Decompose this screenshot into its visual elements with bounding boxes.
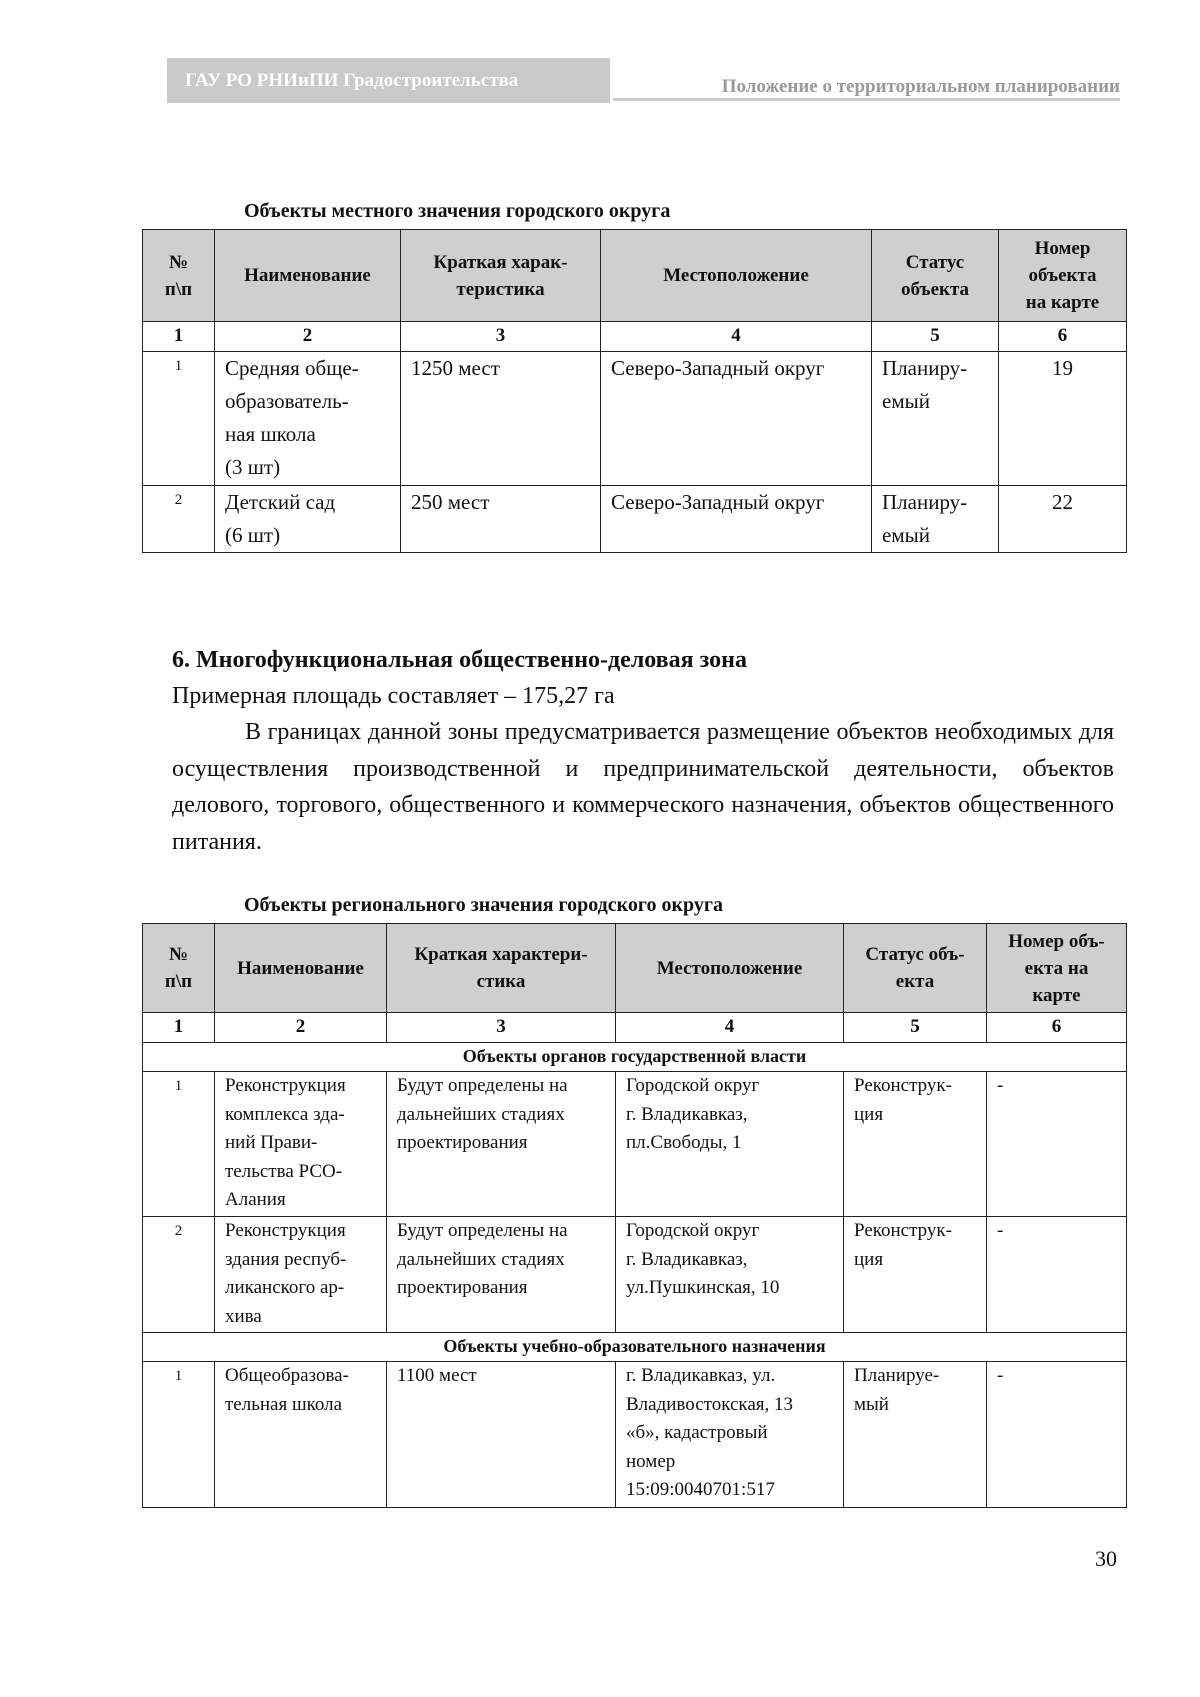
column-number: 2 bbox=[215, 1013, 387, 1043]
col-header-location: Местоположение bbox=[601, 230, 872, 322]
col-header-status: Статус объ- екта bbox=[844, 924, 987, 1013]
local-objects-table bbox=[142, 229, 1127, 553]
object-status: Планируе- мый bbox=[844, 1362, 987, 1508]
col-header-name: Наименование bbox=[215, 924, 387, 1013]
object-map-number: 19 bbox=[999, 352, 1127, 486]
col-header-map-number: Номер объекта на карте bbox=[999, 230, 1127, 322]
object-location: Северо-Западный округ bbox=[601, 486, 872, 553]
row-index: 1 bbox=[143, 1362, 215, 1508]
object-location: Городской округ г. Владикавказ, ул.Пушкинская, 10 bbox=[616, 1217, 844, 1333]
table-row bbox=[143, 1217, 1127, 1333]
object-location: г. Владикавказ, ул. Владивостокская, 13 «б», кадастровый номер 15:09:0040701:517 bbox=[616, 1362, 844, 1508]
object-map-number: - bbox=[987, 1362, 1127, 1508]
col-header-number: № п\п bbox=[143, 230, 215, 322]
row-index: 2 bbox=[143, 486, 215, 553]
object-characteristic: 250 мест bbox=[401, 486, 601, 553]
regional-objects-table bbox=[142, 923, 1127, 1508]
header-document-title: Положение о территориальном планировании bbox=[613, 66, 1120, 101]
section-heading: 6. Многофункциональная общественно-деловая зона bbox=[172, 647, 747, 673]
table-row bbox=[143, 352, 1127, 486]
object-characteristic: Будут определены на дальнейших стадиях проектирования bbox=[387, 1217, 616, 1333]
object-name: Общеобразова- тельная школа bbox=[215, 1362, 387, 1508]
column-number: 6 bbox=[999, 322, 1127, 352]
table-row bbox=[143, 486, 1127, 553]
zone-area-text: Примерная площадь составляет – 175,27 га bbox=[172, 683, 615, 709]
column-number: 5 bbox=[844, 1013, 987, 1043]
column-number: 3 bbox=[401, 322, 601, 352]
section-title: Объекты органов государственной власти bbox=[143, 1043, 1127, 1072]
object-map-number: 22 bbox=[999, 486, 1127, 553]
object-characteristic: 1250 мест bbox=[401, 352, 601, 486]
object-location: Северо-Западный округ bbox=[601, 352, 872, 486]
header-organization: ГАУ РО РНИиПИ Градостроительства bbox=[167, 58, 610, 103]
object-status: Реконструк- ция bbox=[844, 1072, 987, 1217]
row-index: 1 bbox=[143, 352, 215, 486]
column-number: 4 bbox=[601, 322, 872, 352]
table1-header-row bbox=[143, 230, 1127, 322]
page-number: 30 bbox=[1095, 1546, 1117, 1571]
col-header-location: Местоположение bbox=[616, 924, 844, 1013]
object-characteristic: Будут определены на дальнейших стадиях проектирования bbox=[387, 1072, 616, 1217]
object-map-number: - bbox=[987, 1217, 1127, 1333]
object-status: Планиру- емый bbox=[872, 352, 999, 486]
column-number: 3 bbox=[387, 1013, 616, 1043]
row-index: 2 bbox=[143, 1217, 215, 1333]
col-header-characteristic: Краткая характери- стика bbox=[387, 924, 616, 1013]
table2-header-row bbox=[143, 924, 1127, 1013]
table-row bbox=[143, 1072, 1127, 1217]
row-index: 1 bbox=[143, 1072, 215, 1217]
object-location: Городской округ г. Владикавказ, пл.Свободы, 1 bbox=[616, 1072, 844, 1217]
object-name: Реконструкция здания респуб- ликанского ар- хива bbox=[215, 1217, 387, 1333]
object-map-number: - bbox=[987, 1072, 1127, 1217]
col-header-map-number: Номер объ- екта на карте bbox=[987, 924, 1127, 1013]
section-title: Объекты учебно-образовательного назначения bbox=[143, 1333, 1127, 1362]
object-name: Детский сад (6 шт) bbox=[215, 486, 401, 553]
table2-caption: Объекты регионального значения городского округа bbox=[244, 894, 723, 916]
table1-caption: Объекты местного значения городского округа bbox=[244, 200, 671, 222]
col-header-name: Наименование bbox=[215, 230, 401, 322]
table2-column-number-row bbox=[143, 1013, 1127, 1043]
table1-column-number-row bbox=[143, 322, 1127, 352]
table-row bbox=[143, 1362, 1127, 1508]
column-number: 5 bbox=[872, 322, 999, 352]
col-header-status: Статус объекта bbox=[872, 230, 999, 322]
section-header-row bbox=[143, 1333, 1127, 1362]
zone-description-paragraph: В границах данной зоны предусматривается размещение объектов необходимых для осуществления производственной и предпринимательской деятельности, объектов делового, торгового, общественного и коммерческого назначения, объектов общественного питания. bbox=[172, 719, 1114, 855]
object-status: Планиру- емый bbox=[872, 486, 999, 553]
section-header-row bbox=[143, 1043, 1127, 1072]
column-number: 1 bbox=[143, 322, 215, 352]
column-number: 1 bbox=[143, 1013, 215, 1043]
column-number: 4 bbox=[616, 1013, 844, 1043]
column-number: 6 bbox=[987, 1013, 1127, 1043]
col-header-characteristic: Краткая харак- теристика bbox=[401, 230, 601, 322]
object-status: Реконструк- ция bbox=[844, 1217, 987, 1333]
col-header-number: № п\п bbox=[143, 924, 215, 1013]
object-name: Средняя обще- образователь- ная школа (3 шт) bbox=[215, 352, 401, 486]
object-name: Реконструкция комплекса зда- ний Прави- тельства РСО- Алания bbox=[215, 1072, 387, 1217]
column-number: 2 bbox=[215, 322, 401, 352]
object-characteristic: 1100 мест bbox=[387, 1362, 616, 1508]
